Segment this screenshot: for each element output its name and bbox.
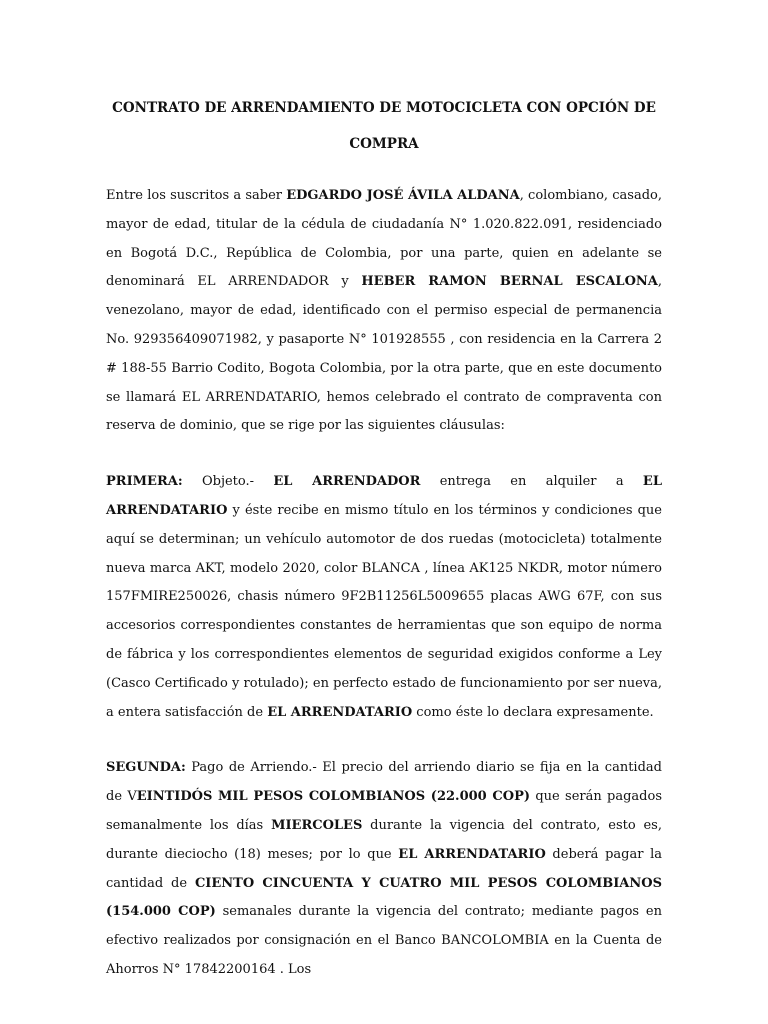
arrendatario-name: HEBER RAMON BERNAL ESCALONA: [361, 274, 658, 290]
segunda-bold-4: CIENTO CINCUENTA Y CUATRO MIL PESOS COLOMBIANOS (154.000 COP): [106, 875, 662, 920]
document-title: CONTRATO DE ARRENDAMIENTO DE MOTOCICLETA CON OPCIÓN DE COMPRA: [112, 100, 656, 152]
intro-text-2: , colombiano, casado, mayor de edad, titular de la cédula de ciudadanía N° 1.020.822.091, residenciado en Bogotá D.C., República de Colombia, por una parte, quien en adelante se denominará EL ARRENDADOR y: [106, 188, 662, 290]
segunda-text-2: que serán pagados semanalmente los días: [106, 789, 662, 833]
primera-bold-2: EL ARRENDATARIO: [106, 474, 662, 518]
primera-text-3: y éste recibe en mismo título en los términos y condiciones que aquí se determinan; un vehículo automotor de dos ruedas (motocicleta) totalmente nueva marca AKT, modelo 2020, color BLANCA , línea AK125 NKDR, motor número 157FMIRE250026, chasis número 9F2B11256L5009655 placas AWG 67F, con sus accesorios correspondientes constantes de herramientas que son equipo de norma de fábrica y los correspondientes elementos de seguridad exigidos conforme a Ley (Casco Certificado y rotulado); en perfecto estado de funcionamiento por ser nueva, a entera satisfacción de: [106, 502, 662, 720]
segunda-text-3: durante la vigencia del contrato, esto es, durante dieciocho (18) meses; por lo que: [106, 817, 662, 862]
clause-segunda: [106, 754, 662, 984]
clause-segunda-label: SEGUNDA:: [106, 760, 186, 776]
clause-primera: [106, 468, 662, 727]
primera-text-2: entrega en alquiler a: [420, 474, 643, 490]
segunda-text-4: deberá pagar la cantidad de: [106, 846, 662, 891]
primera-bold-3: EL ARRENDATARIO: [267, 704, 413, 720]
primera-bold-1: EL ARRENDADOR: [273, 474, 421, 490]
intro-paragraph: [106, 182, 662, 441]
segunda-text-1: Pago de Arriendo.- El precio del arriendo diario se fija en la cantidad de V: [106, 760, 662, 805]
arrendador-name: EDGARDO JOSÉ ÁVILA ALDANA: [286, 188, 520, 203]
primera-text-4: como éste lo declara expresamente.: [412, 704, 654, 720]
intro-text-1: Entre los suscritos a saber: [106, 188, 287, 203]
segunda-text-5: semanales durante la vigencia del contrato; mediante pagos en efectivo realizados por consignación en el Banco BANCOLOMBIA en la Cuenta de Ahorros N° 17842200164 . Los: [106, 904, 662, 977]
segunda-bold-2: MIERCOLES: [271, 817, 363, 833]
intro-text-3: , venezolano, mayor de edad, identificado con el permiso especial de permanencia No. 929356409071982, y pasaporte N° 101928555 , con residencia en la Carrera 2 # 188-55 Barrio Codito, Bogota Colombia, por la otra parte, que en este documento se llamará EL ARRENDATARIO, hemos celebrado el contrato de compraventa con reserva de dominio, que se rige por las siguientes cláusulas:: [106, 274, 662, 434]
clause-primera-label: PRIMERA:: [106, 474, 183, 490]
segunda-bold-3: EL ARRENDATARIO: [398, 846, 546, 862]
primera-text-1: Objeto.-: [182, 474, 274, 490]
segunda-bold-1: EINTIDÓS MIL PESOS COLOMBIANOS (22.000 COP): [136, 789, 531, 805]
